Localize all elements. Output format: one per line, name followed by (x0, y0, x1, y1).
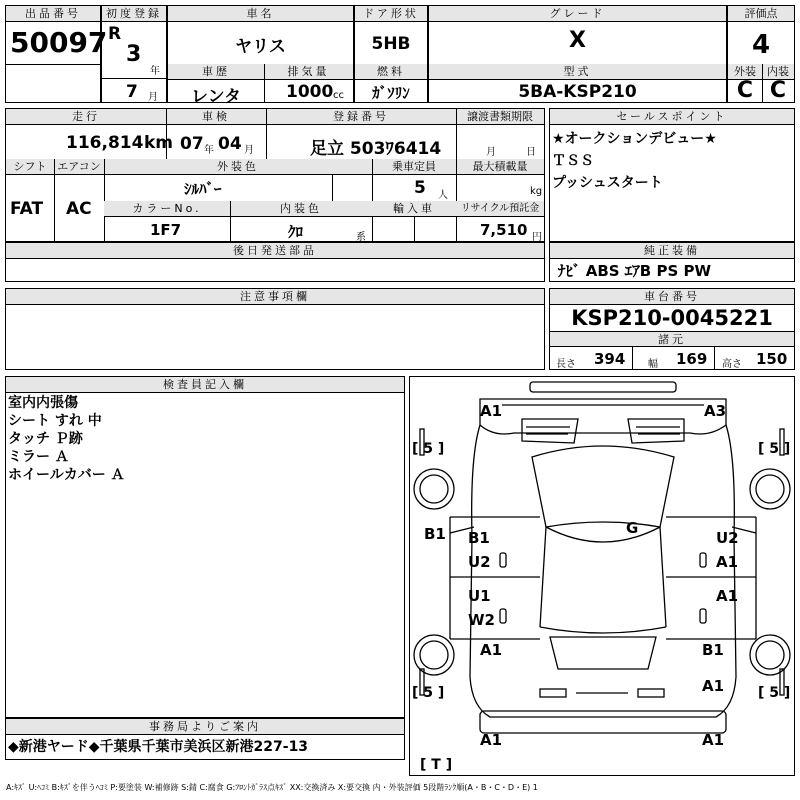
inspector-line-5: ホイールカバー Ａ (8, 467, 125, 483)
door-box (354, 5, 428, 103)
int-label: 内装 (762, 64, 794, 80)
car-outline-diagram (410, 377, 794, 775)
height-label: 高さ (722, 359, 742, 370)
mark-tire-front-left: [ 5 ] (412, 441, 445, 457)
door-type: 5HB (371, 34, 411, 54)
fuel: ｶﾞｿﾘﾝ (372, 84, 410, 102)
header-block (5, 5, 795, 107)
ac: AC (66, 199, 92, 219)
reg-year: 3 (126, 42, 142, 67)
reg-month-unit: 月 (148, 92, 158, 103)
capacity: 5 (414, 178, 426, 198)
reg-month: 7 (126, 82, 138, 102)
model-label: 型式 (429, 64, 726, 80)
mileage-label: 走行 (6, 109, 166, 125)
name-box (167, 5, 354, 107)
colorno-label: カラーNo. (104, 201, 230, 217)
capacity-unit: 人 (438, 190, 448, 201)
lot-label: 出品番号 (6, 6, 100, 22)
grade: X (569, 28, 586, 53)
load-label: 最大積載量 (456, 159, 544, 175)
displacement-unit: cc (333, 90, 344, 101)
lot-number: 50097 (10, 26, 108, 59)
mark-a1-right-rear-door: A1 (716, 587, 739, 605)
inspector-line-2: シート すれ 中 (8, 413, 102, 429)
score: 4 (751, 30, 771, 60)
spec-label: 諸元 (550, 331, 794, 347)
insp-year: 07 (180, 134, 204, 154)
insp-year-unit: 年 (204, 145, 214, 156)
mileage-unit: km (144, 133, 174, 153)
mark-w2-rear-door: W2 (468, 611, 495, 629)
office-box (5, 718, 405, 760)
lot-box (5, 5, 108, 103)
load-unit: kg (530, 186, 543, 197)
inspector-line-1: 室内内張傷 (8, 395, 78, 411)
details-block (5, 108, 545, 242)
fuel-label: 燃料 (355, 64, 427, 80)
mark-a1-right-quarter: A1 (702, 677, 725, 695)
mark-g-windshield: G (626, 519, 639, 537)
inspector-line-3: タッチ Ｐ跡 (8, 431, 83, 447)
inspector-notes-box (5, 376, 405, 718)
office-label: 事務局よりご案内 (6, 719, 404, 735)
car-name: ヤリス (235, 37, 286, 57)
inspector-label: 検査員記入欄 (6, 377, 404, 393)
transfer-label: 譲渡書類期限 (456, 109, 544, 125)
color-label: 外装色 (104, 159, 372, 175)
recycle-unit: 円 (532, 232, 542, 243)
mark-u2-front-door: U2 (468, 553, 491, 571)
grade-label: グレード (429, 6, 726, 22)
sales-points-box (549, 108, 795, 242)
length-label: 長さ (556, 359, 576, 370)
genuine-equipment-box (549, 242, 795, 282)
chassis-box (549, 288, 795, 370)
recycle-label: リサイクル預託金 (456, 201, 544, 217)
regno-label: 登録番号 (266, 109, 456, 125)
mark-a1-front-left: A1 (480, 402, 503, 420)
model-code: 5BA-KSP210 (518, 82, 637, 102)
transfer-day-unit: 日 (526, 147, 536, 158)
inspection-label: 車検 (166, 109, 266, 125)
shift: FAT (10, 199, 44, 219)
name-label: 車名 (168, 6, 353, 22)
sales-line-1: ★オークションデビュー★ (552, 131, 717, 147)
recycle-fee: 7,510 (480, 221, 528, 239)
later-parts-label: 後日発送部品 (6, 243, 544, 259)
mark-spare-tire: [ T ] (420, 757, 453, 773)
genuine-equipment: ﾅﾋﾞ ABS ｴｱB PS PW (558, 262, 712, 280)
chassis-number: KSP210-0045221 (571, 306, 773, 330)
capacity-label: 乗車定員 (372, 159, 456, 175)
mark-a1-right-door: A1 (716, 553, 739, 571)
intcolor-label: 内装色 (230, 201, 372, 217)
notes-label: 注意事項欄 (6, 289, 544, 305)
damage-legend: A:ｷｽﾞ U:ﾍｺﾐ B:ｷｽﾞを伴うﾍｺﾐ P:要塗装 W:補修跡 S:錆 C:腐食 G:ﾌﾛﾝﾄｶﾞﾗｽ点ｷｽﾞ XX:交換済み X:要交換 内・外装評価 5段階ﾗﾝｸ順(A・B・C・D・E) 1 (6, 783, 538, 792)
condition-diagram (409, 376, 795, 776)
reg-year-unit: 年 (150, 66, 160, 77)
sales-line-3: プッシュスタート (552, 175, 663, 191)
mark-b1-front-door: B1 (468, 529, 490, 547)
transfer-month-unit: 月 (486, 147, 496, 158)
sales-label: セールスポイント (550, 109, 794, 125)
mark-u2-right-door: U2 (716, 529, 739, 547)
mileage: 116,814 (66, 133, 144, 153)
width: 169 (676, 350, 708, 368)
shift-label: シフト (6, 159, 54, 175)
registration-number: 足立 503ﾜ6414 (310, 139, 442, 159)
history-label: 車歴 (168, 64, 264, 80)
mark-b1-left-fender: B1 (424, 525, 446, 543)
mark-a1-left-rear: A1 (480, 641, 503, 659)
mark-a1-rear-bumper-right: A1 (702, 731, 725, 749)
mark-b1-right-rear: B1 (702, 641, 724, 659)
ac-label: エアコン (54, 159, 104, 175)
history: レンタ (191, 87, 241, 107)
office-text: ◆新港ヤード◆千葉県千葉市美浜区新港227-13 (8, 739, 309, 755)
genuine-label: 純正装備 (550, 243, 794, 259)
score-label: 評価点 (728, 6, 794, 22)
door-label: ドア形状 (355, 6, 427, 22)
int-score: C (769, 78, 787, 103)
displacement: 1000 (286, 82, 334, 102)
interior-color: ｸﾛ (288, 223, 304, 241)
sales-line-2: ＴＳＳ (552, 153, 594, 169)
mark-tire-rear-right: [ 5 ] (758, 685, 791, 701)
inspector-line-4: ミラー Ａ (8, 449, 69, 465)
grade-box (428, 5, 727, 103)
mark-a1-rear-bumper-left: A1 (480, 731, 503, 749)
import-label: 輸入車 (372, 201, 456, 217)
mark-a3-front-right: A3 (704, 402, 727, 420)
mark-tire-rear-left: [ 5 ] (412, 685, 445, 701)
width-label: 幅 (648, 359, 658, 370)
height: 150 (756, 350, 788, 368)
score-box (727, 5, 795, 103)
first-registration-box (101, 5, 167, 103)
chassis-label: 車台番号 (550, 289, 794, 305)
mark-u1-rear-door: U1 (468, 587, 491, 605)
reg-era: R (108, 24, 122, 44)
insp-month: 04 (218, 134, 242, 154)
color-number: 1F7 (150, 221, 182, 239)
later-parts-box (5, 242, 545, 282)
reg-label: 初度登録 (102, 6, 166, 22)
ext-label: 外装 (728, 64, 762, 80)
displacement-label: 排気量 (264, 64, 353, 80)
intcolor-unit: 系 (356, 232, 366, 243)
insp-month-unit: 月 (244, 145, 254, 156)
exterior-color: ｼﾙﾊﾞｰ (184, 180, 222, 198)
mark-tire-front-right: [ 5 ] (758, 441, 791, 457)
notes-box (5, 288, 545, 370)
ext-score: C (736, 78, 754, 103)
length: 394 (594, 350, 626, 368)
